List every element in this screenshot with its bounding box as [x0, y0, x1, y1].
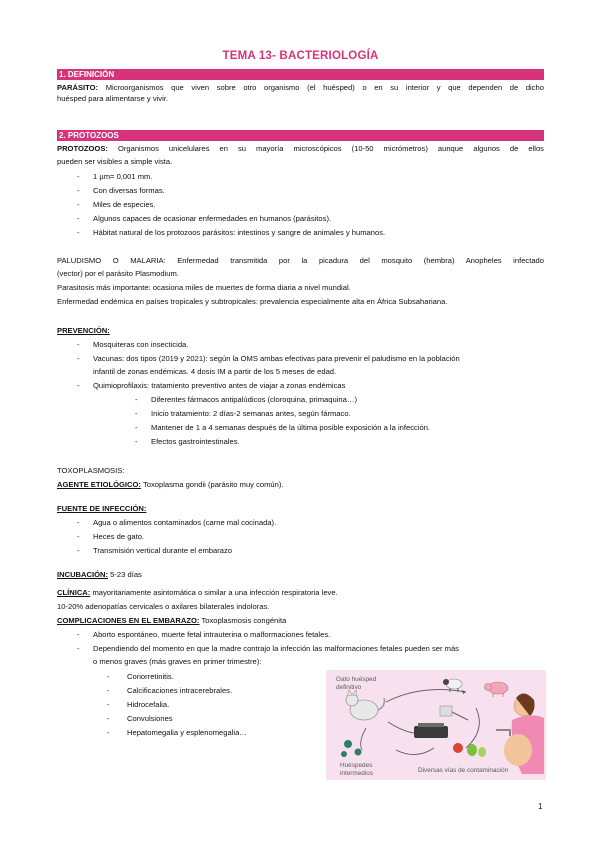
agent-value: Toxoplasma gondii (parásito muy común). — [142, 480, 284, 489]
intermediate-hosts-icon — [341, 740, 362, 757]
fuente-item-2: Heces de gato. — [93, 532, 145, 541]
bullet-dash: - — [135, 437, 138, 446]
compl-sub-4: Convulsiones — [127, 714, 173, 723]
prev-sub-1: Diferentes fármacos antipalúdicos (cloroquina, primaquina…) — [151, 395, 357, 404]
malaria-line-3: Parasitosis más importante: ocasiona miles de muertes de forma diaria a nivel mundial. — [57, 283, 351, 292]
bullet-dash: - — [77, 228, 80, 237]
definition-line-2: huésped para alimentarse y vivir. — [57, 94, 169, 103]
bullet-dash: - — [135, 409, 138, 418]
prev-bullet-3: Quimioprofilaxis: tratamiento preventivo antes de viajar a zonas endémicas — [93, 381, 346, 390]
bullet-dash: - — [107, 714, 110, 723]
protozoos-line-1 — [57, 144, 544, 154]
bullet-dash: - — [77, 214, 80, 223]
fuente-header: FUENTE DE INFECCIÓN: — [57, 504, 147, 513]
definition-text-1: Microorganismos que viven sobre otro organismo (el huésped) o en su interior y que dependen de dicho — [105, 83, 544, 92]
utensil-icon — [440, 706, 468, 720]
protozoos-line-2: pueden ser visibles a simple vista. — [57, 157, 173, 166]
proto-bullet-3: Miles de especies. — [93, 200, 156, 209]
page-number: 1 — [538, 802, 543, 811]
malaria-line-2: (vector) por el parásito Plasmodium. — [57, 269, 179, 278]
bullet-dash: - — [77, 186, 80, 195]
bullet-dash: - — [107, 728, 110, 737]
clinica-line — [57, 588, 338, 598]
prev-sub-2: Inicio tratamiento: 2 días-2 semanas antes, según fármaco. — [151, 409, 351, 418]
fuente-item-1: Agua o alimentos contaminados (carne mal cocinada). — [93, 518, 277, 527]
vegetables-icon — [453, 743, 486, 757]
cat-icon — [346, 690, 384, 720]
bullet-dash: - — [77, 546, 80, 555]
compl-sub-2: Calcificaciones intracerebrales. — [127, 686, 233, 695]
fuente-item-3: Transmisión vertical durante el embarazo — [93, 546, 232, 555]
figure-label-routes: Diversas vías de contaminación — [418, 767, 509, 774]
bullet-dash: - — [107, 700, 110, 709]
bullet-dash: - — [77, 630, 80, 639]
prev-bullet-2b: infantil de zonas endémicas. 4 dosis IM a partir de los 5 meses de edad. — [93, 367, 337, 376]
bullet-dash: - — [107, 672, 110, 681]
dish-icon — [414, 723, 448, 738]
proto-bullet-1: 1 µm= 0,001 mm. — [93, 172, 153, 181]
clinica-label: CLÍNICA: — [57, 588, 91, 597]
incubacion-line — [57, 570, 142, 580]
bullet-dash: - — [77, 172, 80, 181]
bullet-dash: - — [77, 532, 80, 541]
page-title: TEMA 13- BACTERIOLOGÍA — [222, 50, 379, 62]
agent-label: AGENTE ETIOLÓGICO: — [57, 480, 141, 489]
malaria-line-4: Enfermedad endémica en países tropicales y subtropicales: prevalencia especialmente alta en África Subsahariana. — [57, 297, 448, 306]
prev-bullet-2a: Vacunas: dos tipos (2019 y 2021): según la OMS ambas efectivas para prevenir el paludismo en la población — [93, 354, 460, 363]
toxo-title: TOXOPLASMOSIS: — [57, 466, 125, 475]
compl-sub-3: Hidrocefalia. — [127, 700, 170, 709]
figure-label-host: Gato huésped definitivo — [336, 676, 377, 691]
bullet-dash: - — [77, 354, 80, 363]
protozoos-label: PROTOZOOS: — [57, 144, 108, 153]
prev-sub-4: Efectos gastrointestinales. — [151, 437, 240, 446]
section-header-definicion: 1. DEFINICIÓN — [57, 69, 544, 80]
section-header-protozoos: 2. PROTOZOOS — [57, 130, 544, 141]
malaria-line-1: PALUDISMO O MALARIA: Enfermedad transmitida por la picadura del mosquito (hembra) Anopheles infectado — [57, 256, 544, 265]
compl-bullet-2a: Dependiendo del momento en que la madre contrajo la infección las malformaciones fetales pueden ser más — [93, 644, 459, 653]
clinica-line-2: 10-20% adenopatías cervicales o axilares bilaterales indoloras. — [57, 602, 270, 611]
definition-line-1 — [57, 83, 544, 93]
complicaciones-value: Toxoplasmosis congénita — [201, 616, 287, 625]
bullet-dash: - — [77, 340, 80, 349]
protozoos-text-1: Organismos unicelulares en su mayoría microscópicos (10-50 micrómetros) aunque algunos de ellos — [117, 144, 544, 153]
compl-bullet-2b: o menos graves (más graves en primer trimestre): — [93, 657, 262, 666]
toxoplasmosis-transmission-illustration — [326, 670, 546, 780]
definition-label: PARÁSITO: — [57, 83, 99, 92]
bullet-dash: - — [77, 644, 80, 653]
proto-bullet-5: Hábitat natural de los protozoos parásitos: intestinos y sangre de animales y humanos. — [93, 228, 386, 237]
bullet-dash: - — [107, 686, 110, 695]
compl-sub-5: Hepatomegalia y esplenomegalia… — [127, 728, 247, 737]
figure-drawing — [326, 670, 546, 780]
prevencion-header: PREVENCIÓN: — [57, 326, 110, 335]
incubacion-value: 5-23 días — [110, 570, 142, 579]
bullet-dash: - — [77, 381, 80, 390]
bullet-dash: - — [77, 200, 80, 209]
complicaciones-line — [57, 616, 286, 626]
bullet-dash: - — [135, 423, 138, 432]
proto-bullet-4: Algunos capaces de ocasionar enfermedades en humanos (parásitos). — [93, 214, 332, 223]
pig-icon — [485, 682, 509, 697]
prev-sub-3: Mantener de 1 a 4 semanas después de la última posible exposición a la infección. — [151, 423, 431, 432]
complicaciones-label: COMPLICACIONES EN EL EMBARAZO: — [57, 616, 200, 625]
agent-line — [57, 480, 284, 490]
bullet-dash: - — [135, 395, 138, 404]
prev-bullet-1: Mosquiteras con insecticida. — [93, 340, 189, 349]
compl-bullet-1: Aborto espontáneo, muerte fetal intrauterina o malformaciones fetales. — [93, 630, 331, 639]
compl-sub-1: Coriorretinitis. — [127, 672, 174, 681]
incubacion-label: INCUBACIÓN: — [57, 570, 109, 579]
proto-bullet-2: Con diversas formas. — [93, 186, 165, 195]
bullet-dash: - — [77, 518, 80, 527]
clinica-value: mayoritariamente asintomática o similar a una infección respiratoria leve. — [92, 588, 338, 597]
figure-label-intermediate: Huéspedes intermedios — [340, 762, 374, 777]
